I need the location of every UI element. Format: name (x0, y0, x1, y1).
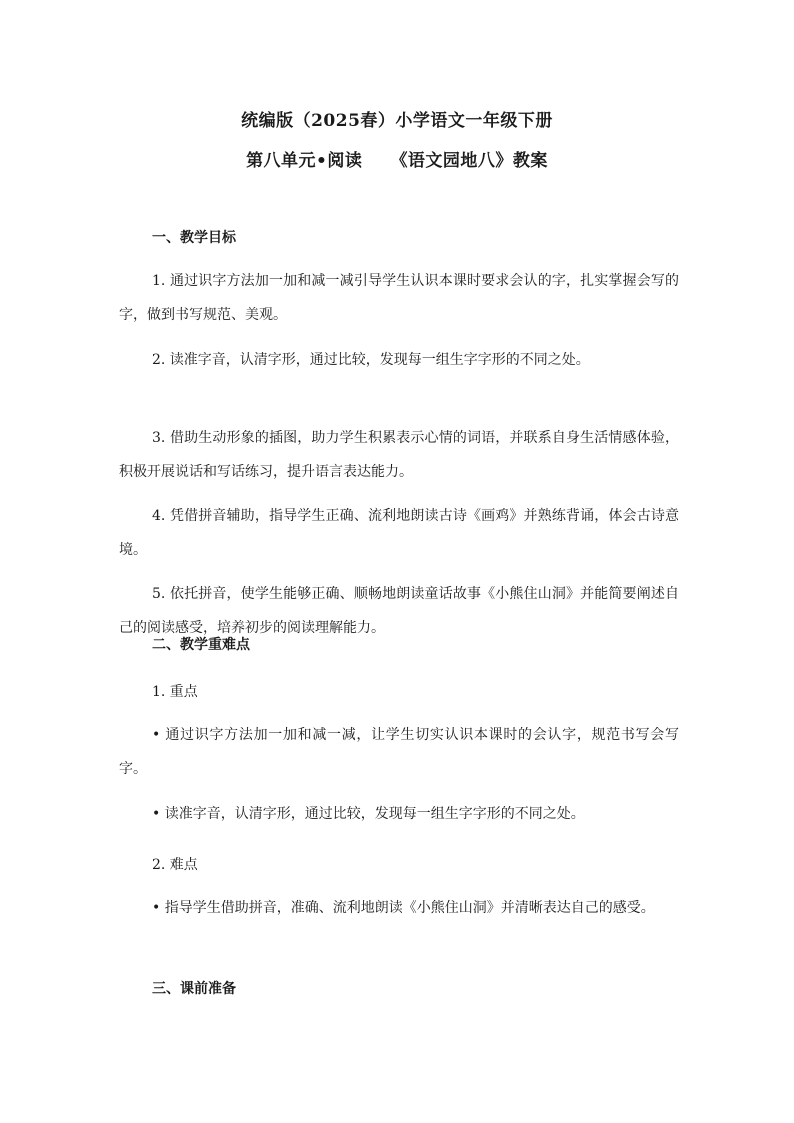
document-title: 统编版（2025春）小学语文一年级下册 (241, 111, 553, 131)
subtitle-lesson: 《语文园地八》教案 (390, 151, 548, 171)
goal-item-1: 1. 通过识字方法加一加和减一减引导学生认识本课时要求会认的字，扎实掌握会写的字，做到书写规范、美观。 (119, 273, 679, 323)
difficulty-label: 2. 难点 (152, 857, 198, 873)
section-heading-goals: 一、教学目标 (152, 230, 236, 246)
goal-item-3: 3. 借助生动形象的插图，助力学生积累表示心情的词语，并联系自身生活情感体验，积极开展说话和写话练习，提升语言表达能力。 (119, 430, 679, 480)
section-heading-prep: 三、课前准备 (152, 981, 236, 997)
goal-item-5: 5. 依托拼音，使学生能够正确、顺畅地朗读童话故事《小熊住山洞》并能简要阐述自己的阅读感受，培养初步的阅读理解能力。 (119, 586, 679, 636)
focus-label: 1. 重点 (152, 684, 198, 700)
goal-item-2: 2. 读准字音，认清字形，通过比较，发现每一组生字字形的不同之处。 (152, 352, 590, 368)
difficulty-item-1: • 指导学生借助拼音，准确、流利地朗读《小熊住山洞》并清晰表达自己的感受。 (152, 900, 655, 916)
goal-item-4: 4. 凭借拼音辅助，指导学生正确、流利地朗读古诗《画鸡》并熟练背诵，体会古诗意境。 (119, 508, 679, 558)
subtitle-unit: 第八单元•阅读 (246, 151, 363, 171)
document-subtitle (0, 146, 794, 171)
section-heading-key-points: 二、教学重难点 (152, 637, 250, 653)
focus-item-2: • 读准字音，认清字形，通过比较，发现每一组生字字形的不同之处。 (152, 806, 585, 822)
focus-item-1: • 通过识字方法加一加和减一减，让学生切实认识本课时的会认字，规范书写会写字。 (119, 727, 679, 777)
